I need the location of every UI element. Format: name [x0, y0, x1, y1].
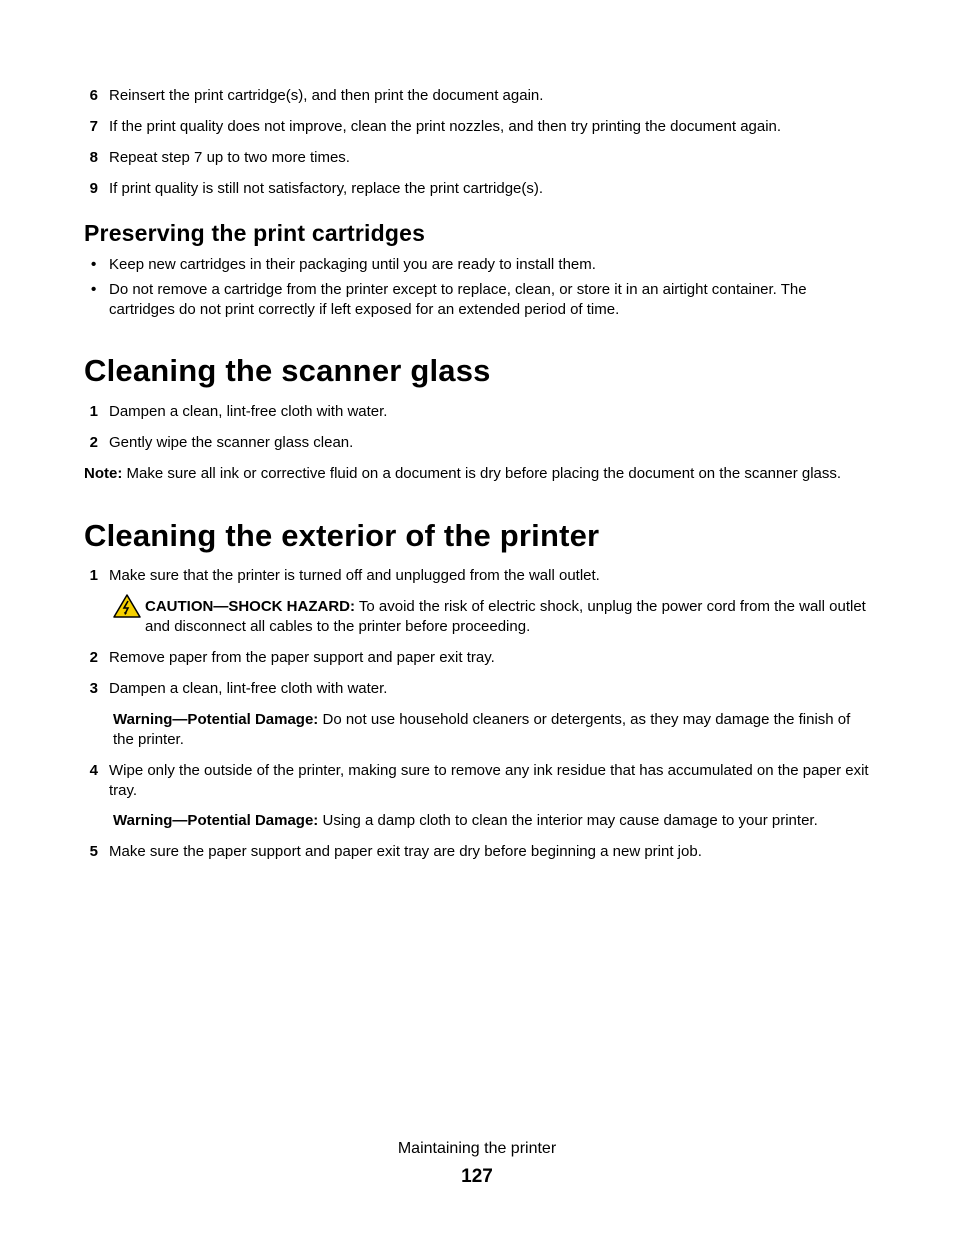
step-number: 7: [89, 118, 98, 135]
shock-hazard-icon: [113, 593, 141, 619]
warning-text: Using a damp cloth to clean the interior may cause damage to your printer.: [322, 812, 818, 829]
step-text: If the print quality does not improve, clean the print nozzles, and then try printing the document again.: [109, 118, 782, 135]
step-number: 1: [89, 403, 98, 420]
step-text: Dampen a clean, lint-free cloth with water.: [109, 403, 388, 420]
section-heading-exterior: Cleaning the exterior of the printer: [84, 518, 600, 553]
step-text: Gently wipe the scanner glass clean.: [109, 434, 354, 451]
step-number: 2: [89, 649, 98, 666]
warning-potential-damage-2: [113, 811, 875, 831]
step-text: Make sure that the printer is turned off and unplugged from the wall outlet.: [109, 567, 600, 584]
step-text: Remove paper from the paper support and paper exit tray.: [109, 649, 495, 666]
caution-text-block: [145, 597, 875, 637]
section-heading-preserving: Preserving the print cartridges: [84, 220, 426, 246]
note-text: Make sure all ink or corrective fluid on a document is dry before placing the document on the scanner glass.: [126, 465, 842, 482]
warning-text: Do not use household cleaners or detergents, as they may damage the finish of the printer.: [113, 711, 851, 748]
caution-label: CAUTION—SHOCK HAZARD:: [145, 598, 355, 615]
note-label: Note:: [84, 465, 123, 482]
step-text: If print quality is still not satisfactory, replace the print cartridge(s).: [109, 180, 544, 197]
step-text: Reinsert the print cartridge(s), and then print the document again.: [109, 87, 544, 104]
step-number: 5: [89, 843, 98, 860]
footer-page-number: 127: [461, 1166, 493, 1187]
step-number: 9: [89, 180, 98, 197]
bullet-dot: •: [91, 256, 97, 273]
step-text: Make sure the paper support and paper exit tray are dry before beginning a new print job.: [109, 843, 702, 860]
warning-label: Warning—Potential Damage:: [113, 812, 319, 829]
step-number: 2: [89, 434, 98, 451]
footer-section-title: Maintaining the printer: [397, 1140, 557, 1157]
caution-text: To avoid the risk of electric shock, unplug the power cord from the wall outlet and disconnect all cables to the printer before proceeding.: [145, 598, 866, 635]
step-text: Repeat step 7 up to two more times.: [109, 149, 350, 166]
step-number: 1: [89, 567, 98, 584]
scanner-note: [84, 464, 884, 484]
step-number: 4: [89, 762, 98, 779]
warning-potential-damage-1: [113, 710, 875, 750]
step-number: 8: [89, 149, 98, 166]
bullet-text: Keep new cartridges in their packaging until you are ready to install them.: [109, 256, 596, 273]
warning-label: Warning—Potential Damage:: [113, 711, 319, 728]
step-number: 3: [89, 680, 98, 697]
bullet-dot: •: [91, 281, 97, 298]
section-heading-scanner: Cleaning the scanner glass: [84, 353, 491, 388]
step-text: Wipe only the outside of the printer, making sure to remove any ink residue that has accumulated on the paper exit tray.: [109, 762, 869, 799]
step-number: 6: [89, 87, 98, 104]
bullet-text: Do not remove a cartridge from the printer except to replace, clean, or store it in an airtight container. The cartridges do not print correctly if left exposed for an extended period of time.: [109, 281, 807, 318]
step-text: Dampen a clean, lint-free cloth with water.: [109, 680, 388, 697]
